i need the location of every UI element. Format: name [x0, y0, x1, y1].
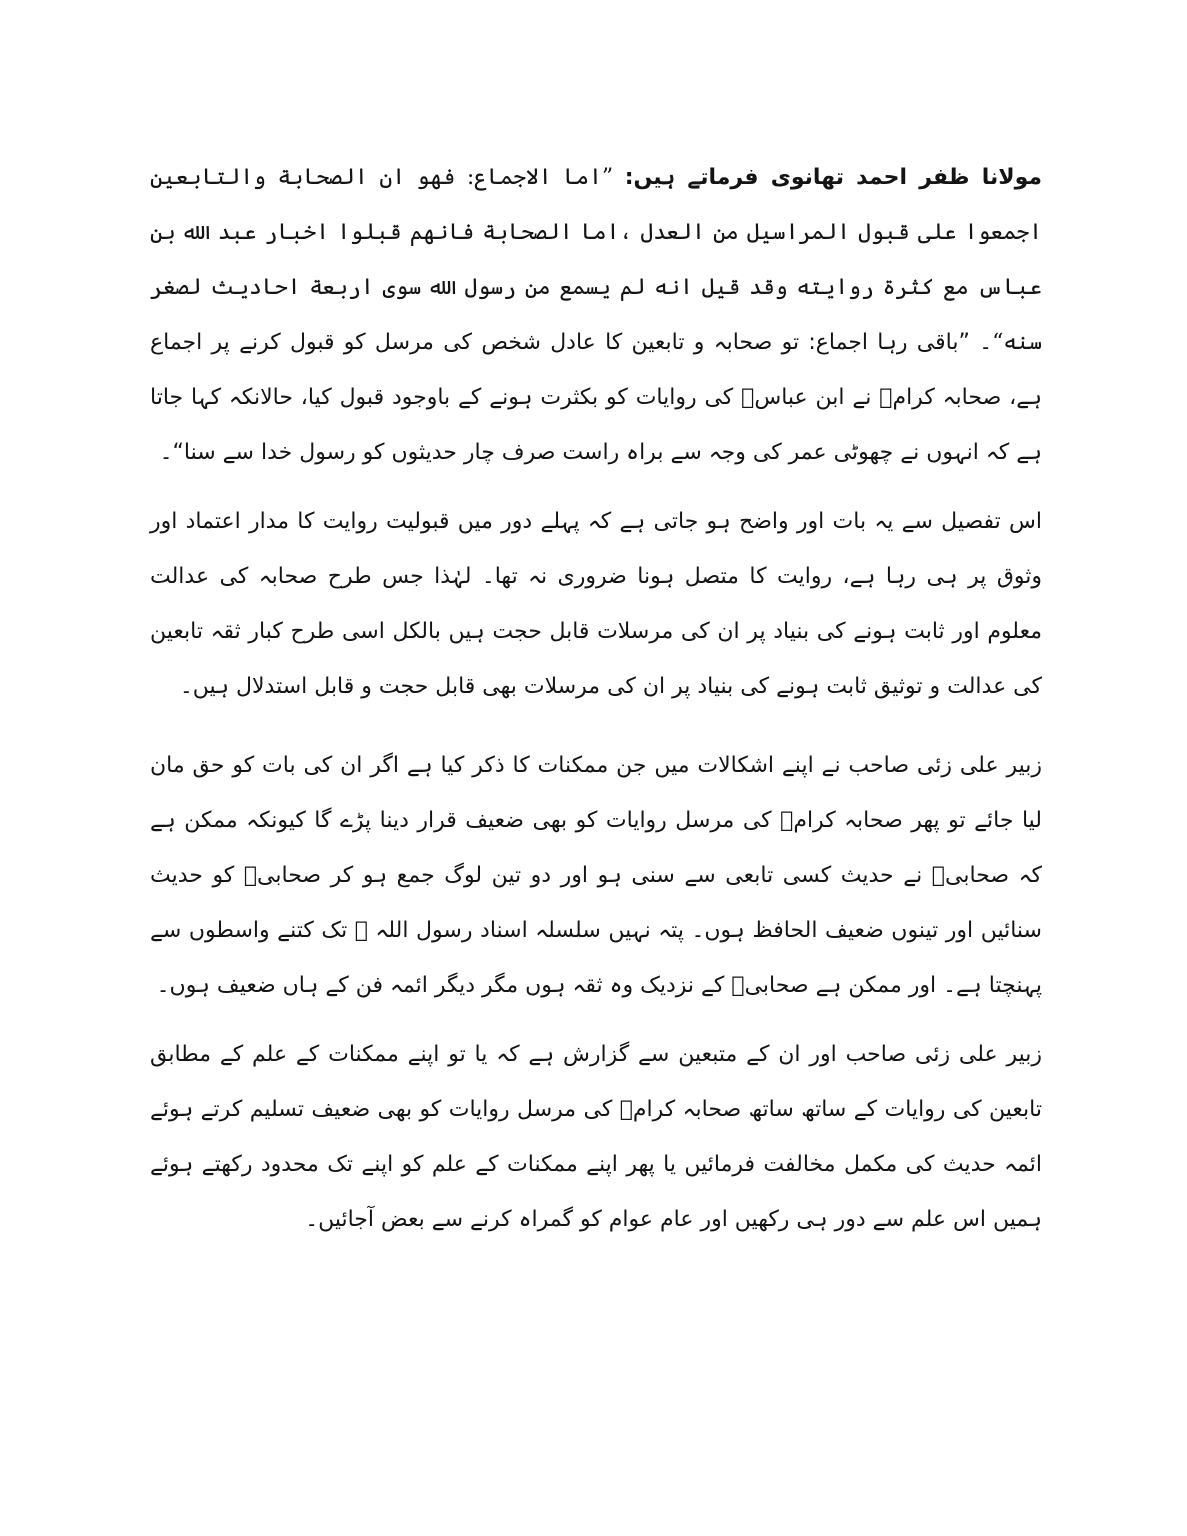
paragraph-ijma-quote: [150, 150, 1042, 480]
arabic-quote: ”اما الاجماع: فهو ان الصحابة والتابعين اجمعوا على قبول المراسيل من العدل ،اما الصحابة فانهم قبلوا اخبار عبد الله بن عباس مع كثرة روايته وقد قيل انه لم يسمع من رسول الله سوى اربعة احاديث لصغر سنه“۔: [150, 165, 1042, 355]
paragraph-request: زبیر علی زئی صاحب اور ان کے متبعین سے گزارش ہے کہ یا تو اپنے ممکنات کے علم کے مطابق تابعین کی روایات کے ساتھ ساتھ صحابہ کرامؓ کی مرسل روایات کو بھی ضعیف تسلیم کرتے ہوئے ائمہ حدیث کی مکمل مخالفت فرمائیں یا پھر اپنے ممکنات کے علم کو اپنے تک محدود رکھتے ہوئے ہمیں اس علم سے دور ہی رکھیں اور عام عوام کو گمراہ کرنے سے بعض آجائیں۔: [150, 1042, 1042, 1232]
paragraph-explanation: اس تفصیل سے یہ بات اور واضح ہو جاتی ہے کہ پہلے دور میں قبولیت روایت کا مدار اعتماد اور وثوق پر ہی رہا ہے، روایت کا متصل ہونا ضروری نہ تھا۔ لہٰذا جس طرح صحابہ کی عدالت معلوم اور ثابت ہونے کی بنیاد پر ان کی مرسلات قابل حجت ہیں بالکل اسی طرح کبار ثقہ تابعین کی عدالت و توثیق ثابت ہونے کی بنیاد پر ان کی مرسلات بھی قابل حجت و قابل استدلال ہیں۔: [150, 509, 1042, 699]
paragraph-objections: زبیر علی زئی صاحب نے اپنے اشکالات میں جن ممکنات کا ذکر کیا ہے اگر ان کی بات کو حق مان لیا جائے تو پھر صحابہ کرامؓ کی مرسل روایات کو بھی ضعیف قرار دینا پڑے گا کیونکہ ممکن ہے کہ صحابیؓ نے حدیث کسی تابعی سے سنی ہو اور دو تین لوگ جمع ہو کر صحابیؓ کو حدیث سنائیں اور تینوں ضعیف الحافظ ہوں۔ پتہ نہیں سلسلہ اسناد رسول اللہ ﷺ تک کتنے واسطوں سے پہنچتا ہے۔ اور ممکن ہے صحابیؓ کے نزدیک وہ ثقہ ہوں مگر دیگر ائمہ فن کے ہاں ضعیف ہوں۔: [150, 753, 1042, 998]
urdu-translation: ”باقی رہا اجماع: تو صحابہ و تابعین کا عادل شخص کی مرسل کو قبول کرنے پر اجماع ہے، صحابہ کرامؓ نے ابن عباسؓ کی روایات کو بکثرت ہونے کے باوجود قبول کیا، حالانکہ کہا جاتا ہے کہ انہوں نے چھوٹی عمر کی وجہ سے براہ راست صرف چار حدیثوں کو رسول خدا سے سنا“۔: [150, 330, 1042, 465]
speaker-name: مولانا ظفر احمد تھانوی فرماتے ہیں:: [624, 165, 1043, 190]
document-body: [150, 150, 1042, 1253]
